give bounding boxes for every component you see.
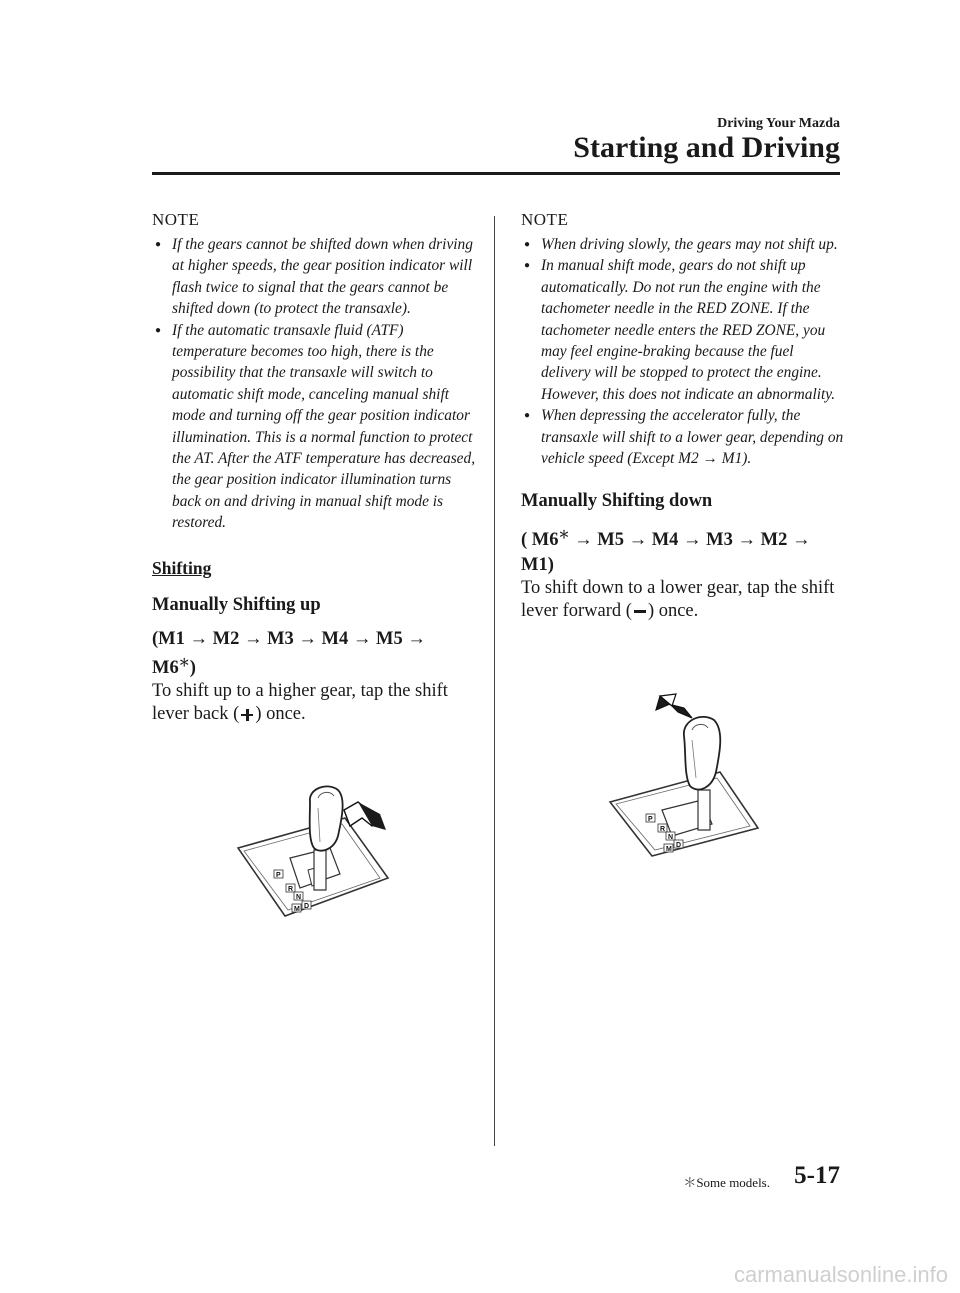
shift-down-instruction: To shift down to a lower gear, tap the shift lever forward ( ) once. (521, 577, 835, 621)
gear-label-d: D (304, 903, 310, 910)
note-item: ● If the automatic transaxle fluid (ATF) temperature becomes too high, there is the possibility that the transaxle will switch to automatic shift mode, canceling manual shift mode and turning off the gear position indicator illumination. This is a normal function to protect the AT. After the ATF temperature has decreased, the gear position indicator illumination turns back on and driving in manual shift mode is restored. (155, 321, 476, 532)
note-list (152, 234, 477, 534)
shift-down-sequence: ( M6＊ → M5 → M4 → M3 → M2 → M1) (521, 529, 811, 575)
watermark: carmanualsonline.info (733, 1262, 948, 1287)
note-list (521, 234, 846, 469)
gear-label-r: R (288, 886, 294, 893)
bullet-icon: ● (155, 324, 162, 336)
asterisk-icon: ＊ (683, 1175, 697, 1190)
page-number: 5-17 (794, 1162, 840, 1189)
gear-label-p: P (276, 872, 281, 879)
minus-icon (634, 605, 646, 617)
footnote: ＊Some models. (683, 1175, 770, 1190)
asterisk-icon: ＊ (558, 529, 570, 542)
column-divider (494, 216, 495, 1146)
page-title: Starting and Driving (573, 131, 840, 164)
shift-down-heading: Manually Shifting down (521, 491, 713, 512)
gear-label-d: D (676, 842, 682, 849)
shift-up-sequence: (M1 → M2 → M3 → M4 → M5 → M6＊) (152, 628, 426, 678)
shift-up-instruction: To shift up to a higher gear, tap the shift lever back ( ) once. (152, 680, 448, 724)
gear-label-p: P (648, 816, 653, 823)
bullet-icon: ● (524, 239, 531, 250)
gear-label-m: M (666, 846, 672, 853)
gear-label-n: N (668, 834, 674, 841)
shift-down-illustration (600, 690, 770, 860)
note-item: ● In manual shift mode, gears do not shift up automatically. Do not run the engine with the tachometer needle in the RED ZONE. If the tachometer needle enters the RED ZONE, you may feel engine-braking because the fuel delivery will be stopped to protect the engine. However, this does not indicate an abnormality. (524, 257, 836, 403)
gear-label-r: R (660, 826, 666, 833)
asterisk-icon: ＊ (178, 656, 190, 669)
note-item: ● When driving slowly, the gears may not shift up. (521, 234, 846, 255)
left-column (152, 210, 477, 726)
gear-label-n: N (296, 894, 302, 901)
shifting-subheading: Shifting (152, 557, 212, 578)
header-rule (152, 172, 840, 175)
shift-up-heading: Manually Shifting up (152, 594, 321, 615)
section-kicker: Driving Your Mazda (717, 116, 840, 131)
bullet-icon: ● (524, 260, 531, 272)
note-heading: NOTE (152, 210, 200, 229)
note-item: ● When depressing the accelerator fully, the transaxle will shift to a lower gear, depending on vehicle speed (Except M2 → M1). (524, 407, 844, 468)
plus-icon (241, 709, 253, 721)
note-item: ● If the gears cannot be shifted down when driving at higher speeds, the gear position indicator will flash twice to signal that the gears cannot be shifted down (to protect the transaxle). (155, 236, 473, 318)
bullet-icon: ● (524, 410, 531, 422)
shift-up-illustration (230, 778, 400, 938)
note-heading: NOTE (521, 210, 569, 229)
bullet-icon: ● (155, 239, 162, 250)
right-column (521, 210, 846, 623)
gear-label-m: M (294, 906, 300, 913)
